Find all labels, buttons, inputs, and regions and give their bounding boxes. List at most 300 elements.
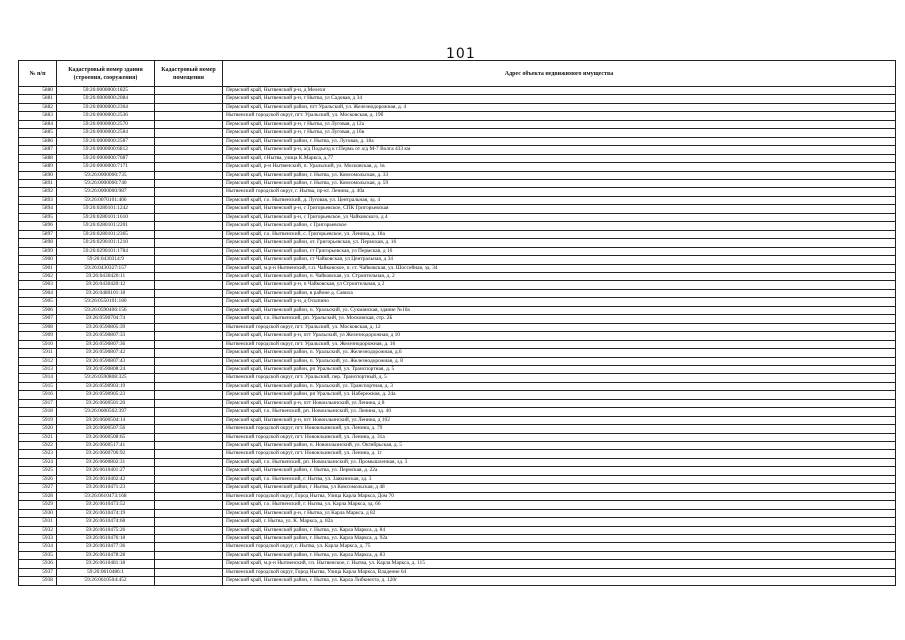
table-row [19,264,896,272]
property-address: Пермский край, Нытвенский район, г Нытва, ул Комсомольская, д 48 [223,484,896,492]
table-row [19,577,896,585]
property-address: Нытвенский городской округ, пгт. Уральский, ул. Московская, д. 12 [223,323,896,331]
row-number: 5907 [19,315,57,323]
table-row [19,146,896,154]
room-cadastral-number [155,264,223,272]
table-row [19,205,896,213]
property-address: Пермский край, Нытвенский район, рп Уральский, ул. Набережная, д. 24а [223,391,896,399]
row-number: 5894 [19,205,57,213]
row-number: 5902 [19,272,57,280]
property-address: Нытвенский городской округ, пгт. Уральский, пер. Транспортный, д. 5 [223,374,896,382]
room-cadastral-number [155,501,223,509]
row-number: 5886 [19,137,57,145]
room-cadastral-number [155,230,223,238]
table-row [19,349,896,357]
table-row [19,256,896,264]
room-cadastral-number [155,306,223,314]
row-number: 5914 [19,374,57,382]
room-cadastral-number [155,535,223,543]
building-cadastral-number: 59:26:0590905:23 [57,391,155,399]
table-row [19,239,896,247]
property-address: Пермский край, Нытвенский район, г. Нытва, ул. Карла Маркса, д. 84 [223,526,896,534]
property-address: Нытвенский городской округ, Город Нытва, Улица Карла Маркса, Дом 70 [223,492,896,500]
table-row [19,230,896,238]
room-cadastral-number [155,315,223,323]
property-address: Пермский край, Нытвенский район, г. Нытва, ул. Карла Либкнехта, д. 120г [223,577,896,585]
property-address: Нытвенский городской округ, Город Нытва, Улица Карла Маркса, Владение 64 [223,568,896,576]
property-address: Пермский край, Нытвенский р-н, г Нытва, ул Луговая, д 16в [223,129,896,137]
room-cadastral-number [155,518,223,526]
building-cadastral-number: 59:26:0610478:28 [57,551,155,559]
building-cadastral-number: 59:26:0590808:325 [57,374,155,382]
table-row [19,289,896,297]
room-cadastral-number [155,450,223,458]
building-cadastral-number: 59:26:0430327:157 [57,264,155,272]
table-row [19,501,896,509]
property-address: Пермский край, Нытвенский район, рп Уральский, ул. Транспортная, д. 5 [223,365,896,373]
room-cadastral-number [155,391,223,399]
building-cadastral-number: 59:26:0610402:42 [57,475,155,483]
property-address: Пермский край, г.о. Нытвенский, г. Нытва, ул. Заякинская, зд. 3 [223,475,896,483]
room-cadastral-number [155,222,223,230]
row-number: 5893 [19,196,57,204]
row-number: 5897 [19,230,57,238]
building-cadastral-number: 59:26:0430420:11 [57,272,155,280]
property-address: Пермский край, м.р-н Нытвенский, с.п. Чайковское, п. ст. Чайковская, ул. Шоссейная, зд. 34 [223,264,896,272]
property-address: Пермский край, Нытвенский район, пгт Уральский, ул. Железнодорожная, д. 4 [223,103,896,111]
room-cadastral-number [155,568,223,576]
row-number: 5936 [19,560,57,568]
row-number: 5933 [19,535,57,543]
property-address: Нытвенский городской округ, г. Нытва, пр-кт. Ленина, д. 40а [223,188,896,196]
room-cadastral-number [155,357,223,365]
row-number: 5927 [19,484,57,492]
room-cadastral-number [155,179,223,187]
room-cadastral-number [155,349,223,357]
property-address: Пермский край, Нытвенский район, г. Нытва, ул. Комсомольская, д. 59 [223,179,896,187]
table-row [19,298,896,306]
row-number: 5884 [19,120,57,128]
building-cadastral-number: 59:26:0610504:452 [57,577,155,585]
room-cadastral-number [155,442,223,450]
room-cadastral-number [155,467,223,475]
property-registry-table [18,60,896,586]
building-cadastral-number: 59:26:0610401:27 [57,467,155,475]
table-row [19,543,896,551]
header-building-cadastral: Кадастровый номер здания (строения, сооружения) [57,61,155,87]
property-address: Пермский край, Нытвенский район, г. Нытва, ул. Карла Маркса, д. 92а [223,535,896,543]
property-address: Пермский край, Нытвенский р-н, г Нытва, ул Луговая, д 12а [223,120,896,128]
row-number: 5919 [19,416,57,424]
table-row [19,188,896,196]
room-cadastral-number [155,382,223,390]
table-row [19,509,896,517]
property-address: Нытвенский городской округ, пгт. Уральский, ул. Железнодорожная, д. 16 [223,340,896,348]
room-cadastral-number [155,112,223,120]
property-address: Пермский край, г.Нытва, улица К.Маркса, д.77 [223,154,896,162]
table-row [19,306,896,314]
table-row [19,272,896,280]
row-number: 5880 [19,87,57,95]
building-cadastral-number: 59:26:0610473:168 [57,492,155,500]
row-number: 5925 [19,467,57,475]
room-cadastral-number [155,484,223,492]
table-row [19,551,896,559]
room-cadastral-number [155,137,223,145]
property-address: Пермский край, Нытвенский район, от. Григорьевская, ул. Пермская, д. 16 [223,239,896,247]
room-cadastral-number [155,205,223,213]
property-address: Пермский край, Нытвенский р-н, а/д Подъезд к г.Пермь от а/д М-7 Волга 433 км [223,146,896,154]
room-cadastral-number [155,129,223,137]
building-cadastral-number: 59:26:0000000:2536 [57,112,155,120]
table-row [19,332,896,340]
room-cadastral-number [155,332,223,340]
room-cadastral-number [155,272,223,280]
row-number: 5932 [19,526,57,534]
room-cadastral-number [155,509,223,517]
building-cadastral-number: 59:26:0610474:68 [57,518,155,526]
room-cadastral-number [155,323,223,331]
property-address: Пермский край, р-н Нытвенский, п. Уральский, ул. Московская, д. 1в [223,163,896,171]
row-number: 5890 [19,171,57,179]
row-number: 5918 [19,408,57,416]
header-num: № п/п [19,61,57,87]
room-cadastral-number [155,433,223,441]
property-address: Пермский край, г. Нытва, ул. К. Маркса, д. 82а [223,518,896,526]
building-cadastral-number: 59:26:0590805:39 [57,323,155,331]
table-row [19,535,896,543]
room-cadastral-number [155,213,223,221]
room-cadastral-number [155,577,223,585]
building-cadastral-number: 59:26:0000000:1825 [57,87,155,95]
header-address: Адрес объекта недвижимого имущества [223,61,896,87]
row-number: 5910 [19,340,57,348]
room-cadastral-number [155,365,223,373]
room-cadastral-number [155,163,223,171]
header-room-cadastral: Кадастровый номер помещения [155,61,223,87]
building-cadastral-number: 59:26:0600501:20 [57,399,155,407]
row-number: 5891 [19,179,57,187]
building-cadastral-number: 59:26:0000000:2587 [57,137,155,145]
row-number: 5895 [19,213,57,221]
row-number: 5920 [19,425,57,433]
room-cadastral-number [155,154,223,162]
row-number: 5928 [19,492,57,500]
building-cadastral-number: 59:26:0590807:33 [57,332,155,340]
room-cadastral-number [155,196,223,204]
building-cadastral-number: 59:26:0600802:31 [57,458,155,466]
building-cadastral-number: 59:26:0590807:36 [57,340,155,348]
property-address: Пермский край, Нытвенский район, п. Уральский, ул. Железнодорожная, д.6 [223,349,896,357]
table-row [19,467,896,475]
table-row [19,281,896,289]
property-address: Пермский край, Нытвенский район, г. Нытва, ул. Луговая, д. 18а [223,137,896,145]
table-row [19,492,896,500]
row-number: 5915 [19,382,57,390]
row-number: 5921 [19,433,57,441]
table-row [19,450,896,458]
property-address: Пермский край, Нытвенский р-н, пгт Новоильинский, ул Ленина, д 102 [223,416,896,424]
property-address: Пермский край, Нытвенский р-н, г Нытва, ул Садовая, д 34 [223,95,896,103]
table-row [19,247,896,255]
property-address: Пермский край, Нытвенский район, п. Новоильинский, ул. Октябрьская, д. 5 [223,442,896,450]
building-cadastral-number: 59:26:0610471:23 [57,484,155,492]
table-row [19,442,896,450]
table-row [19,568,896,576]
row-number: 5913 [19,365,57,373]
table-row [19,560,896,568]
row-number: 5912 [19,357,57,365]
building-cadastral-number: 59:26:0600508:65 [57,433,155,441]
building-cadastral-number: 59:26:0000000:2570 [57,120,155,128]
room-cadastral-number [155,340,223,348]
room-cadastral-number [155,374,223,382]
row-number: 5922 [19,442,57,450]
table-row [19,129,896,137]
building-cadastral-number: 59:26:0590808:24 [57,365,155,373]
property-address: Пермский край, Нытвенский район, ст Григорьевская, ул Пермская, д 16 [223,247,896,255]
row-number: 5892 [19,188,57,196]
building-cadastral-number: 59:26:0000000:7087 [57,154,155,162]
building-cadastral-number: 59:26:0610474:19 [57,509,155,517]
table-row [19,196,896,204]
building-cadastral-number: 59:26:0000000:2584 [57,129,155,137]
row-number: 5911 [19,349,57,357]
property-address: Пермский край, Нытвенский район, п. Чайковская, ул. Строительная, д. 2 [223,272,896,280]
building-cadastral-number: 59:26:0000000:987 [57,188,155,196]
row-number: 5923 [19,450,57,458]
room-cadastral-number [155,526,223,534]
table-row [19,484,896,492]
row-number: 5926 [19,475,57,483]
row-number: 5924 [19,458,57,466]
room-cadastral-number [155,425,223,433]
room-cadastral-number [155,188,223,196]
building-cadastral-number: 59:26:0070101:406 [57,196,155,204]
room-cadastral-number [155,281,223,289]
row-number: 5888 [19,154,57,162]
building-cadastral-number: 59:26:0480101:18 [57,289,155,297]
property-address: Пермский край, Нытвенский р-н, п Чайковская, ул Строительная, д 2 [223,281,896,289]
building-cadastral-number: 59:26:0000000:740 [57,179,155,187]
table-row [19,213,896,221]
row-number: 5904 [19,289,57,297]
row-number: 5917 [19,399,57,407]
property-address: Пермский край, г.о. Нытвенский, г. Нытва, ул. Карла Маркса, зд. 66 [223,501,896,509]
property-address: Пермский край, м.р-н Нытвенский, г.п. Нытвенское, г. Нытва, ул. Карла Маркса, д. 115 [223,560,896,568]
table-row [19,475,896,483]
row-number: 5898 [19,239,57,247]
property-address: Пермский край, г.о. Нытвенский, рп. Новоильинский, ул. Ленина, зд. 40 [223,408,896,416]
table-row [19,374,896,382]
room-cadastral-number [155,492,223,500]
building-cadastral-number: 59:26:0610477:36 [57,543,155,551]
building-cadastral-number: 59:26:0590807:42 [57,349,155,357]
building-cadastral-number: 59:26:0600502:397 [57,408,155,416]
table-row [19,171,896,179]
row-number: 5882 [19,103,57,111]
building-cadastral-number: 59:26:0280101:2365 [57,230,155,238]
room-cadastral-number [155,399,223,407]
table-row [19,357,896,365]
room-cadastral-number [155,103,223,111]
table-row [19,87,896,95]
table-row [19,95,896,103]
property-address: Пермский край, г.о. Нытвенский, рп. Уральский, ул. Московская, стр. 2Б [223,315,896,323]
property-address: Нытвенский городской округ, пгт. Новоильинский, ул. Ленина, д. 31а [223,433,896,441]
table-row [19,103,896,111]
table-row [19,315,896,323]
building-cadastral-number: 59:26:0430420:12 [57,281,155,289]
table-row [19,120,896,128]
row-number: 5930 [19,509,57,517]
room-cadastral-number [155,95,223,103]
property-address: Пермский край, Нытвенский район, п. Уральский, ул. Транспортная, д. 3 [223,382,896,390]
building-cadastral-number: 59:26:0610481:18 [57,560,155,568]
row-number: 5905 [19,298,57,306]
room-cadastral-number [155,298,223,306]
property-address: Нытвенский городской округ, пгт. Уральский, ул. Московская, д. 19б [223,112,896,120]
table-row [19,416,896,424]
property-address: Пермский край, Нытвенский район, ст Чайковская, ул Центральная, д 34 [223,256,896,264]
building-cadastral-number: 59:26:0290101:1210 [57,239,155,247]
table-row [19,458,896,466]
property-address: Пермский край, Нытвенский р-н, г Нытва, ул Карла Маркса, д 82 [223,509,896,517]
room-cadastral-number [155,551,223,559]
table-row [19,518,896,526]
property-address: Пермский край, Нытвенский р-н, пгт Новоильинский, ул Ленина, д 8 [223,399,896,407]
table-body [19,87,896,586]
property-address: Нытвенский городской округ, пгт. Новоильинский, ул. Ленина, д. 79 [223,425,896,433]
row-number: 5929 [19,501,57,509]
property-address: Пермский край, Нытвенский район, г. Нытва, ул. Пермская, д. 22а [223,467,896,475]
row-number: 5899 [19,247,57,255]
row-number: 5938 [19,577,57,585]
room-cadastral-number [155,408,223,416]
building-cadastral-number: 59:26:0550101:180 [57,298,155,306]
table-row [19,425,896,433]
property-address: Нытвенский городской округ, пгт. Новоильинский, ул. Ленина, д. 1г [223,450,896,458]
row-number: 5903 [19,281,57,289]
building-cadastral-number: 59:26:0000000:2364 [57,103,155,111]
building-cadastral-number: 59:26:0000000:6812 [57,146,155,154]
row-number: 5931 [19,518,57,526]
room-cadastral-number [155,87,223,95]
building-cadastral-number: 59:26:0600507:56 [57,425,155,433]
property-address: Пермский край, г.о. Нытвенский, с. Григорьевское, ул. Ленина, д. 18а [223,230,896,238]
property-address: Пермский край, Нытвенский район, г. Нытва, ул. Комсомольская, д. 33 [223,171,896,179]
table-row [19,391,896,399]
table-row [19,137,896,145]
table-row [19,526,896,534]
building-cadastral-number: 59:26:0610473:52 [57,501,155,509]
table-row [19,365,896,373]
property-address: Пермский край, Нытвенский р-н, с Григорьевское, СПК Григорьевская [223,205,896,213]
property-address: Пермский край, Нытвенский район, в районе д. Савиха [223,289,896,297]
row-number: 5881 [19,95,57,103]
row-number: 5908 [19,323,57,331]
room-cadastral-number [155,289,223,297]
room-cadastral-number [155,458,223,466]
property-address: Пермский край, г.о. Нытвенский, д. Луговая, ул. Центральная, зд. 4 [223,196,896,204]
table-row [19,179,896,187]
table-row [19,222,896,230]
row-number: 5937 [19,568,57,576]
building-cadastral-number: 59:26:0610476:18 [57,535,155,543]
row-number: 5889 [19,163,57,171]
table-row [19,408,896,416]
room-cadastral-number [155,120,223,128]
building-cadastral-number: 59:26:0600504:14 [57,416,155,424]
table-row [19,323,896,331]
building-cadastral-number: 59:26:0290101:1784 [57,247,155,255]
property-address: Пермский край, Нытвенский район, с Григорьевское [223,222,896,230]
property-address: Пермский край, Нытвенский р-н, д Осыпино [223,298,896,306]
table-row [19,399,896,407]
row-number: 5935 [19,551,57,559]
property-address: Пермский край, Нытвенский р-н, д Мелехи [223,87,896,95]
table-row [19,382,896,390]
property-address: Пермский край, Нытвенский р-н, с Григорьевское, ул Чайковского, д 4 [223,213,896,221]
room-cadastral-number [155,171,223,179]
row-number: 5887 [19,146,57,154]
table-row [19,112,896,120]
room-cadastral-number [155,256,223,264]
building-cadastral-number: 59:26:0000000:2084 [57,95,155,103]
table-row [19,154,896,162]
property-address: Пермский край, Нытвенский район, п. Уральский, ул. Сукманская, здание №10а [223,306,896,314]
building-cadastral-number: 59:26:0280101:2201 [57,222,155,230]
property-address: Пермский край, г.о. Нытвенский, рп. Новоильинский, ул. Промышленная, зд. 3 [223,458,896,466]
property-address: Нытвенский городской округ, г. Нытва, ул. Карла Маркса, д. 75 [223,543,896,551]
building-cadastral-number: 59:26:0430314:9 [57,256,155,264]
room-cadastral-number [155,146,223,154]
property-address: Пермский край, Нытвенский район, г. Нытва, ул. Карла Маркса, д. 83 [223,551,896,559]
property-address: Пермский край, Нытвенский район, п. Уральский, ул. Железнодорожная, д. 8 [223,357,896,365]
room-cadastral-number [155,416,223,424]
building-cadastral-number: 59:26:0600706:92 [57,450,155,458]
row-number: 5900 [19,256,57,264]
row-number: 5896 [19,222,57,230]
building-cadastral-number: 59:26:0590704:74 [57,315,155,323]
row-number: 5883 [19,112,57,120]
table-row [19,433,896,441]
building-cadastral-number: 59:26:0000000:7171 [57,163,155,171]
building-cadastral-number: 59:26:0280101:1610 [57,213,155,221]
table-row [19,340,896,348]
building-cadastral-number: 59:26:0600517:41 [57,442,155,450]
building-cadastral-number: 59:26:0590903:19 [57,382,155,390]
row-number: 5909 [19,332,57,340]
row-number: 5916 [19,391,57,399]
building-cadastral-number: 59:26:0610486:1 [57,568,155,576]
row-number: 5885 [19,129,57,137]
table-header [19,61,896,87]
page-number: 101 [446,46,476,62]
room-cadastral-number [155,475,223,483]
building-cadastral-number: 59:26:0610475:26 [57,526,155,534]
row-number: 5934 [19,543,57,551]
room-cadastral-number [155,247,223,255]
building-cadastral-number: 59:26:0280101:1242 [57,205,155,213]
room-cadastral-number [155,543,223,551]
building-cadastral-number: 59:26:0590406:156 [57,306,155,314]
room-cadastral-number [155,239,223,247]
row-number: 5906 [19,306,57,314]
room-cadastral-number [155,560,223,568]
building-cadastral-number: 59:26:0000000:735 [57,171,155,179]
property-address: Пермский край, Нытвенский р-н, пгт Уральский, ул Железнодорожная, д 10 [223,332,896,340]
